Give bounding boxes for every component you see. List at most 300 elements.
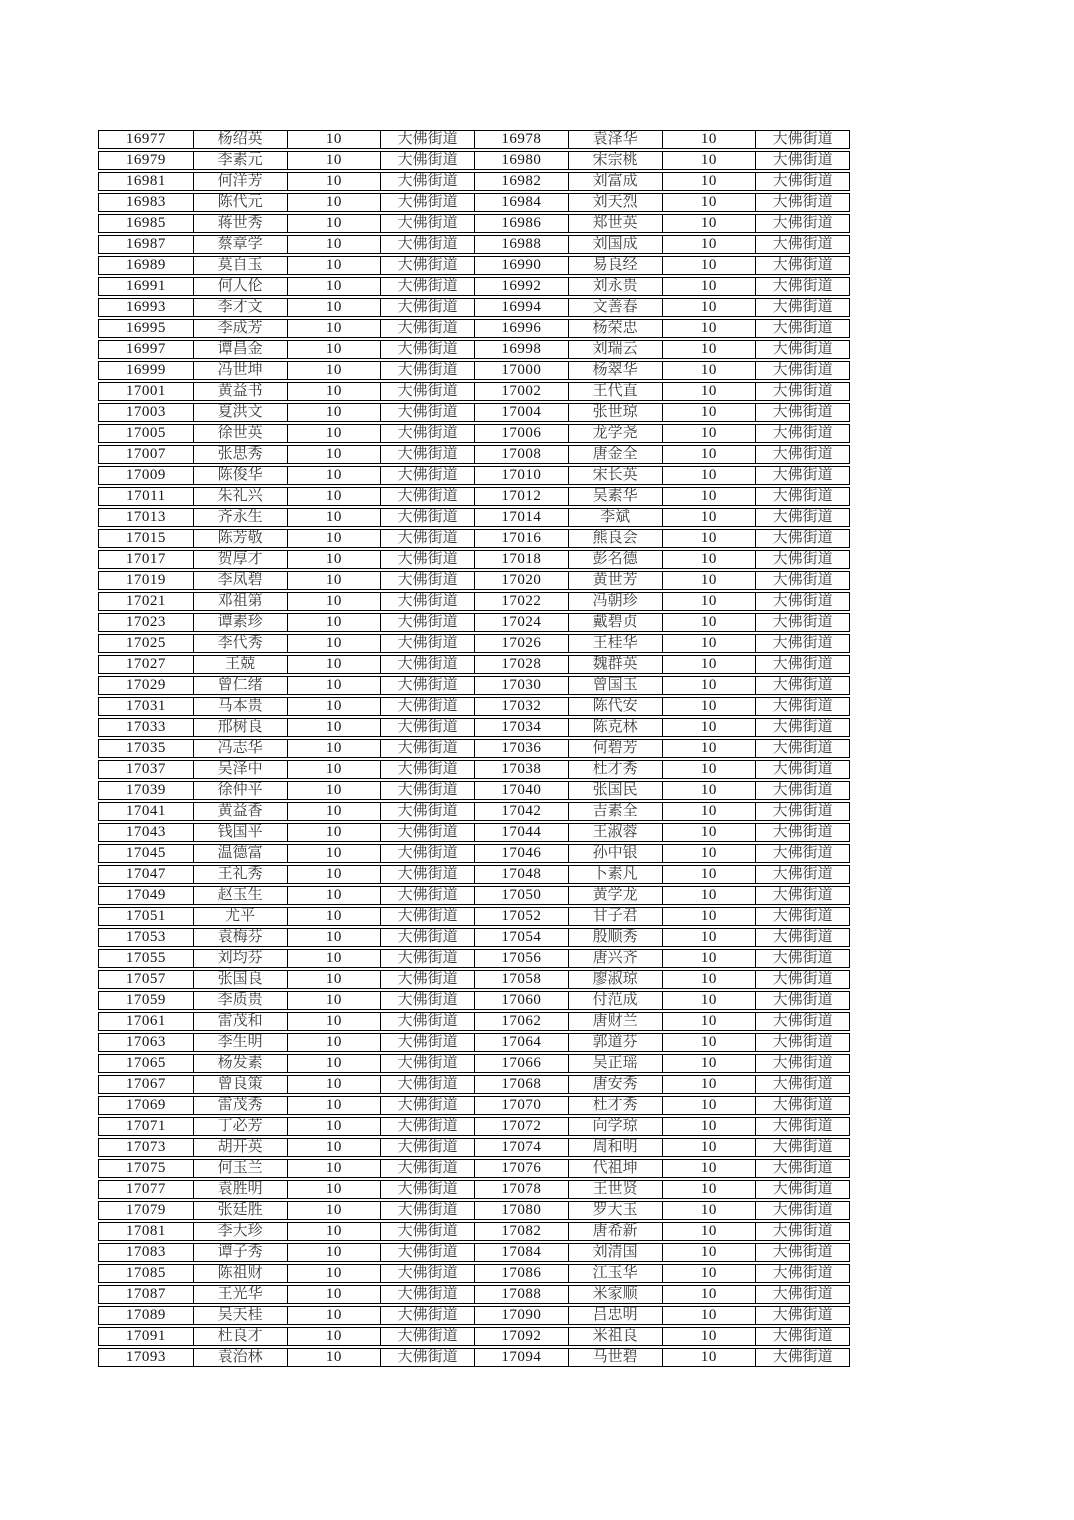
serial-cell: 17049 [125, 887, 166, 903]
group-cell: 10 [287, 467, 381, 484]
name-cell: 卜素凡 [568, 866, 662, 883]
serial-cell: 16994 [474, 299, 568, 316]
group-cell: 10 [287, 194, 381, 211]
serial-cell: 17084 [474, 1244, 568, 1261]
street-cell: 大佛街道 [755, 425, 849, 442]
street-cell: 大佛街道 [380, 1097, 474, 1114]
group-cell: 10 [662, 509, 756, 526]
serial-cell: 17006 [474, 425, 568, 442]
group-cell: 10 [287, 761, 381, 778]
serial-cell: 17023 [125, 614, 166, 630]
group-cell: 10 [662, 1013, 756, 1030]
street-cell: 大佛街道 [755, 236, 849, 253]
street-cell: 大佛街道 [380, 173, 474, 190]
serial-cell: 17022 [474, 593, 568, 610]
name-cell: 张世琼 [568, 404, 662, 421]
serial-cell: 17043 [125, 824, 166, 840]
table-row [98, 445, 850, 464]
name-cell: 甘子君 [568, 908, 662, 925]
street-cell: 大佛街道 [380, 488, 474, 505]
serial-cell: 17058 [474, 971, 568, 988]
name-cell: 唐安秀 [568, 1076, 662, 1093]
serial-cell: 17076 [474, 1160, 568, 1177]
name-cell: 谭素珍 [193, 614, 287, 631]
group-cell: 10 [287, 341, 381, 358]
name-cell: 谭子秀 [193, 1244, 287, 1261]
table-row [98, 781, 850, 800]
name-cell: 吕忠明 [568, 1307, 662, 1324]
group-cell: 10 [287, 362, 381, 379]
table-row [98, 1243, 850, 1262]
street-cell: 大佛街道 [755, 404, 849, 421]
group-cell: 10 [287, 572, 381, 589]
street-cell: 大佛街道 [380, 131, 474, 148]
serial-cell: 17078 [474, 1181, 568, 1198]
group-cell: 10 [662, 845, 756, 862]
group-cell: 10 [287, 131, 381, 148]
name-cell: 徐世英 [193, 425, 287, 442]
serial-cell: 16993 [125, 299, 166, 315]
table-row [98, 529, 850, 548]
street-cell: 大佛街道 [380, 866, 474, 883]
street-cell: 大佛街道 [380, 551, 474, 568]
street-cell: 大佛街道 [380, 1202, 474, 1219]
street-cell: 大佛街道 [380, 1286, 474, 1303]
group-cell: 10 [287, 257, 381, 274]
group-cell: 10 [287, 509, 381, 526]
serial-cell: 17050 [474, 887, 568, 904]
table-row [98, 1033, 850, 1052]
group-cell: 10 [662, 530, 756, 547]
group-cell: 10 [662, 635, 756, 652]
name-cell: 尤平 [193, 908, 287, 925]
name-cell: 王代直 [568, 383, 662, 400]
name-cell: 袁治林 [193, 1349, 287, 1366]
table-row [98, 487, 850, 506]
serial-cell: 16998 [474, 341, 568, 358]
name-cell: 张国良 [193, 971, 287, 988]
table-row [98, 1327, 850, 1346]
group-cell: 10 [287, 1055, 381, 1072]
street-cell: 大佛街道 [755, 341, 849, 358]
name-cell: 何洋芳 [193, 173, 287, 190]
name-cell: 曾良策 [193, 1076, 287, 1093]
group-cell: 10 [662, 299, 756, 316]
serial-cell: 17018 [474, 551, 568, 568]
name-cell: 齐永生 [193, 509, 287, 526]
street-cell: 大佛街道 [380, 1076, 474, 1093]
group-cell: 10 [662, 572, 756, 589]
serial-cell: 17071 [125, 1118, 166, 1134]
name-cell: 蒋世秀 [193, 215, 287, 232]
serial-cell: 17016 [474, 530, 568, 547]
street-cell: 大佛街道 [755, 677, 849, 694]
table-row [98, 1222, 850, 1241]
name-cell: 何玉兰 [193, 1160, 287, 1177]
serial-cell: 17013 [125, 509, 166, 525]
group-cell: 10 [287, 992, 381, 1009]
name-cell: 刘清国 [568, 1244, 662, 1261]
group-cell: 10 [287, 845, 381, 862]
serial-cell: 17009 [125, 467, 166, 483]
serial-cell: 17089 [125, 1307, 166, 1323]
street-cell: 大佛街道 [380, 992, 474, 1009]
name-cell: 钱国平 [193, 824, 287, 841]
street-cell: 大佛街道 [755, 761, 849, 778]
street-cell: 大佛街道 [755, 782, 849, 799]
name-cell: 袁胜明 [193, 1181, 287, 1198]
street-cell: 大佛街道 [380, 257, 474, 274]
group-cell: 10 [662, 467, 756, 484]
table-row [98, 172, 850, 191]
street-cell: 大佛街道 [755, 929, 849, 946]
street-cell: 大佛街道 [755, 803, 849, 820]
group-cell: 10 [662, 908, 756, 925]
serial-cell: 17025 [125, 635, 166, 651]
group-cell: 10 [287, 782, 381, 799]
street-cell: 大佛街道 [380, 1181, 474, 1198]
street-cell: 大佛街道 [380, 782, 474, 799]
serial-cell: 17073 [125, 1139, 166, 1155]
serial-cell: 16979 [125, 152, 166, 168]
street-cell: 大佛街道 [380, 215, 474, 232]
serial-cell: 17014 [474, 509, 568, 526]
group-cell: 10 [662, 887, 756, 904]
group-cell: 10 [662, 1307, 756, 1324]
group-cell: 10 [662, 551, 756, 568]
serial-cell: 17031 [125, 698, 166, 714]
name-cell: 何碧芳 [568, 740, 662, 757]
table-row [98, 1201, 850, 1220]
group-cell: 10 [662, 929, 756, 946]
name-cell: 文善春 [568, 299, 662, 316]
name-cell: 唐希新 [568, 1223, 662, 1240]
serial-cell: 17086 [474, 1265, 568, 1282]
serial-cell: 17036 [474, 740, 568, 757]
name-cell: 王礼秀 [193, 866, 287, 883]
street-cell: 大佛街道 [755, 593, 849, 610]
group-cell: 10 [287, 404, 381, 421]
group-cell: 10 [662, 1034, 756, 1051]
serial-cell: 17082 [474, 1223, 568, 1240]
name-cell: 黄学龙 [568, 887, 662, 904]
group-cell: 10 [662, 719, 756, 736]
name-cell: 刘天烈 [568, 194, 662, 211]
group-cell: 10 [662, 971, 756, 988]
group-cell: 10 [662, 131, 756, 148]
street-cell: 大佛街道 [380, 383, 474, 400]
table-row [98, 130, 850, 149]
serial-cell: 17055 [125, 950, 166, 966]
name-cell: 李才文 [193, 299, 287, 316]
serial-cell: 17037 [125, 761, 166, 777]
name-cell: 唐财兰 [568, 1013, 662, 1030]
table-row [98, 991, 850, 1010]
name-cell: 陈代元 [193, 194, 287, 211]
serial-cell: 16983 [125, 194, 166, 210]
table-row [98, 424, 850, 443]
street-cell: 大佛街道 [380, 656, 474, 673]
group-cell: 10 [287, 908, 381, 925]
group-cell: 10 [662, 824, 756, 841]
serial-cell: 17019 [125, 572, 166, 588]
name-cell: 宋长英 [568, 467, 662, 484]
street-cell: 大佛街道 [380, 593, 474, 610]
street-cell: 大佛街道 [755, 1328, 849, 1345]
table-row [98, 823, 850, 842]
group-cell: 10 [662, 320, 756, 337]
street-cell: 大佛街道 [380, 1223, 474, 1240]
street-cell: 大佛街道 [380, 404, 474, 421]
street-cell: 大佛街道 [380, 320, 474, 337]
serial-cell: 17069 [125, 1097, 166, 1113]
group-cell: 10 [662, 1265, 756, 1282]
street-cell: 大佛街道 [380, 1118, 474, 1135]
group-cell: 10 [287, 593, 381, 610]
group-cell: 10 [662, 656, 756, 673]
street-cell: 大佛街道 [755, 194, 849, 211]
street-cell: 大佛街道 [755, 131, 849, 148]
group-cell: 10 [287, 929, 381, 946]
group-cell: 10 [287, 614, 381, 631]
group-cell: 10 [287, 1307, 381, 1324]
serial-cell: 17080 [474, 1202, 568, 1219]
serial-cell: 17024 [474, 614, 568, 631]
table-row [98, 1348, 850, 1367]
name-cell: 冯朝珍 [568, 593, 662, 610]
table-row [98, 382, 850, 401]
group-cell: 10 [287, 824, 381, 841]
name-cell: 黄益书 [193, 383, 287, 400]
street-cell: 大佛街道 [380, 1160, 474, 1177]
street-cell: 大佛街道 [755, 1160, 849, 1177]
name-cell: 江玉华 [568, 1265, 662, 1282]
name-cell: 黄世芳 [568, 572, 662, 589]
serial-cell: 17010 [474, 467, 568, 484]
name-cell: 袁泽华 [568, 131, 662, 148]
serial-cell: 17064 [474, 1034, 568, 1051]
name-cell: 孙中银 [568, 845, 662, 862]
serial-cell: 17070 [474, 1097, 568, 1114]
name-cell: 曾国玉 [568, 677, 662, 694]
serial-cell: 16996 [474, 320, 568, 337]
table-row [98, 361, 850, 380]
name-cell: 李大珍 [193, 1223, 287, 1240]
group-cell: 10 [662, 614, 756, 631]
street-cell: 大佛街道 [755, 173, 849, 190]
group-cell: 10 [662, 362, 756, 379]
name-cell: 刘富成 [568, 173, 662, 190]
group-cell: 10 [662, 1118, 756, 1135]
table-row [98, 592, 850, 611]
street-cell: 大佛街道 [755, 572, 849, 589]
serial-cell: 17077 [125, 1181, 166, 1197]
serial-cell: 16977 [125, 131, 166, 147]
name-cell: 罗大玉 [568, 1202, 662, 1219]
street-cell: 大佛街道 [755, 1265, 849, 1282]
table-row [98, 613, 850, 632]
street-cell: 大佛街道 [755, 1349, 849, 1366]
street-cell: 大佛街道 [755, 1013, 849, 1030]
street-cell: 大佛街道 [755, 950, 849, 967]
name-cell: 李质贵 [193, 992, 287, 1009]
serial-cell: 17074 [474, 1139, 568, 1156]
table-row [98, 1012, 850, 1031]
serial-cell: 17027 [125, 656, 166, 672]
name-cell: 廖淑琼 [568, 971, 662, 988]
table-row [98, 907, 850, 926]
name-cell: 陈祖财 [193, 1265, 287, 1282]
group-cell: 10 [287, 236, 381, 253]
street-cell: 大佛街道 [755, 971, 849, 988]
street-cell: 大佛街道 [755, 152, 849, 169]
name-cell: 代祖坤 [568, 1160, 662, 1177]
table-row [98, 466, 850, 485]
street-cell: 大佛街道 [380, 236, 474, 253]
group-cell: 10 [287, 698, 381, 715]
serial-cell: 16989 [125, 257, 166, 273]
roster-table [98, 130, 850, 1369]
name-cell: 戴碧贞 [568, 614, 662, 631]
name-cell: 陈代安 [568, 698, 662, 715]
group-cell: 10 [662, 1328, 756, 1345]
table-row [98, 319, 850, 338]
serial-cell: 17038 [474, 761, 568, 778]
name-cell: 向学琼 [568, 1118, 662, 1135]
serial-cell: 17052 [474, 908, 568, 925]
street-cell: 大佛街道 [755, 278, 849, 295]
street-cell: 大佛街道 [755, 635, 849, 652]
street-cell: 大佛街道 [380, 467, 474, 484]
name-cell: 杜良才 [193, 1328, 287, 1345]
name-cell: 宋宗桃 [568, 152, 662, 169]
street-cell: 大佛街道 [380, 341, 474, 358]
group-cell: 10 [287, 1160, 381, 1177]
name-cell: 郭道芬 [568, 1034, 662, 1051]
name-cell: 彭名德 [568, 551, 662, 568]
street-cell: 大佛街道 [380, 845, 474, 862]
street-cell: 大佛街道 [755, 215, 849, 232]
street-cell: 大佛街道 [755, 1181, 849, 1198]
serial-cell: 16986 [474, 215, 568, 232]
street-cell: 大佛街道 [380, 446, 474, 463]
table-row [98, 928, 850, 947]
group-cell: 10 [662, 1139, 756, 1156]
name-cell: 胡开英 [193, 1139, 287, 1156]
street-cell: 大佛街道 [755, 551, 849, 568]
name-cell: 李素元 [193, 152, 287, 169]
serial-cell: 17068 [474, 1076, 568, 1093]
name-cell: 郑世英 [568, 215, 662, 232]
serial-cell: 17015 [125, 530, 166, 546]
table-row [98, 298, 850, 317]
group-cell: 10 [287, 1097, 381, 1114]
table-row [98, 760, 850, 779]
street-cell: 大佛街道 [755, 1055, 849, 1072]
table-row [98, 193, 850, 212]
serial-cell: 16991 [125, 278, 166, 294]
serial-cell: 17004 [474, 404, 568, 421]
name-cell: 雷茂和 [193, 1013, 287, 1030]
name-cell: 王淑蓉 [568, 824, 662, 841]
serial-cell: 17088 [474, 1286, 568, 1303]
serial-cell: 17072 [474, 1118, 568, 1135]
name-cell: 易良经 [568, 257, 662, 274]
table-row [98, 403, 850, 422]
street-cell: 大佛街道 [380, 509, 474, 526]
name-cell: 吴素华 [568, 488, 662, 505]
group-cell: 10 [287, 173, 381, 190]
street-cell: 大佛街道 [755, 1118, 849, 1135]
group-cell: 10 [662, 1286, 756, 1303]
street-cell: 大佛街道 [755, 530, 849, 547]
serial-cell: 17020 [474, 572, 568, 589]
serial-cell: 17051 [125, 908, 166, 924]
name-cell: 马世碧 [568, 1349, 662, 1366]
group-cell: 10 [662, 803, 756, 820]
group-cell: 10 [287, 656, 381, 673]
serial-cell: 17087 [125, 1286, 166, 1302]
street-cell: 大佛街道 [380, 761, 474, 778]
street-cell: 大佛街道 [755, 1244, 849, 1261]
name-cell: 陈芳敬 [193, 530, 287, 547]
group-cell: 10 [662, 761, 756, 778]
table-row [98, 970, 850, 989]
name-cell: 唐金全 [568, 446, 662, 463]
street-cell: 大佛街道 [755, 1223, 849, 1240]
group-cell: 10 [287, 1181, 381, 1198]
name-cell: 陈克林 [568, 719, 662, 736]
street-cell: 大佛街道 [380, 299, 474, 316]
serial-cell: 17059 [125, 992, 166, 1008]
serial-cell: 17029 [125, 677, 166, 693]
serial-cell: 16980 [474, 152, 568, 169]
serial-cell: 17008 [474, 446, 568, 463]
name-cell: 徐仲平 [193, 782, 287, 799]
table-row [98, 1138, 850, 1157]
group-cell: 10 [287, 1244, 381, 1261]
street-cell: 大佛街道 [755, 299, 849, 316]
name-cell: 李生明 [193, 1034, 287, 1051]
name-cell: 马本贵 [193, 698, 287, 715]
street-cell: 大佛街道 [755, 719, 849, 736]
serial-cell: 17044 [474, 824, 568, 841]
group-cell: 10 [287, 1265, 381, 1282]
street-cell: 大佛街道 [380, 908, 474, 925]
group-cell: 10 [662, 677, 756, 694]
serial-cell: 16990 [474, 257, 568, 274]
street-cell: 大佛街道 [380, 425, 474, 442]
street-cell: 大佛街道 [380, 635, 474, 652]
group-cell: 10 [287, 1013, 381, 1030]
street-cell: 大佛街道 [380, 698, 474, 715]
name-cell: 李代秀 [193, 635, 287, 652]
group-cell: 10 [287, 1328, 381, 1345]
street-cell: 大佛街道 [380, 971, 474, 988]
name-cell: 袁梅芬 [193, 929, 287, 946]
name-cell: 贺厚才 [193, 551, 287, 568]
group-cell: 10 [287, 677, 381, 694]
name-cell: 冯志华 [193, 740, 287, 757]
street-cell: 大佛街道 [755, 509, 849, 526]
serial-cell: 17039 [125, 782, 166, 798]
group-cell: 10 [662, 992, 756, 1009]
serial-cell: 17083 [125, 1244, 166, 1260]
street-cell: 大佛街道 [755, 908, 849, 925]
street-cell: 大佛街道 [380, 530, 474, 547]
group-cell: 10 [662, 257, 756, 274]
street-cell: 大佛街道 [755, 1202, 849, 1219]
